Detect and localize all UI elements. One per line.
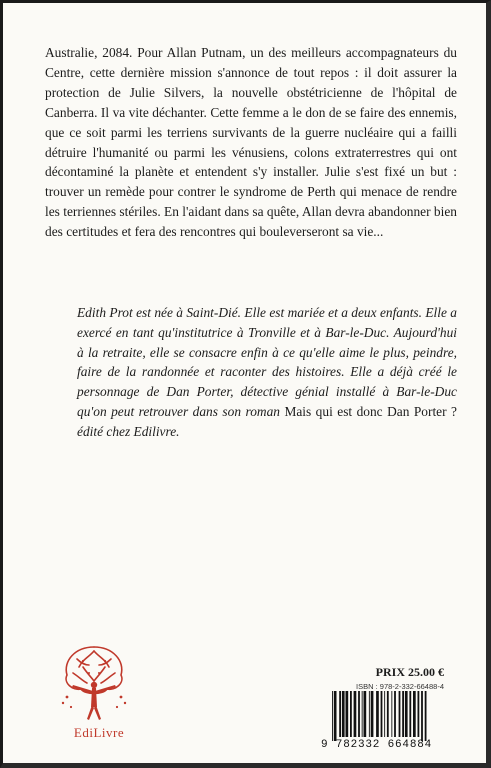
- barcode-bar: [346, 691, 349, 737]
- publisher-note: édité chez Edilivre.: [77, 423, 180, 439]
- barcode-bar: [384, 691, 385, 737]
- author-previous-book-title: Mais qui est donc Dan Porter ?: [284, 403, 457, 419]
- barcode-bar: [413, 691, 416, 737]
- isbn-text: ISBN : 978-2-332-66488-4: [356, 682, 444, 691]
- author-bio-paragraph: [77, 303, 457, 442]
- barcode-bar: [399, 691, 401, 737]
- barcode-bar: [391, 691, 392, 737]
- barcode-bar: [358, 691, 360, 737]
- barcode-bar: [421, 691, 423, 741]
- barcode-bar: [394, 691, 396, 737]
- barcode-bar: [362, 691, 363, 737]
- price-label: PRIX 25.00 €: [375, 665, 444, 679]
- barcode-bar: [342, 691, 345, 737]
- barcode-bar: [405, 691, 408, 737]
- barcode-bar: [418, 691, 420, 737]
- barcode-bar: [402, 691, 404, 737]
- barcode-bar: [425, 691, 427, 741]
- barcode-bar: [334, 691, 337, 741]
- author-bio-text: Edith Prot est née à Saint-Dié. Elle est mariée et a deux enfants. Elle a exercé en tant qu'institutrice à Tronville et à Bar-le-Duc. Aujourd'hui à la retraite, elle se consacre enfin à ce qu'elle aime le plus, peindre, faire de la randonnée et raconter des histoires. Elle a déjà créé le personnage de Dan Porter, détective génial installé à Bar-le-Duc qu'on peut retrouver dans son roman: [77, 305, 457, 419]
- barcode-bar: [381, 691, 383, 737]
- tree-person-logo-graphic: [53, 637, 135, 729]
- barcode: [331, 691, 453, 741]
- barcode-digits: 9 782332 664884: [321, 739, 433, 751]
- barcode-bar: [354, 691, 357, 737]
- barcode-bar: [409, 691, 411, 737]
- barcode-bar: [339, 691, 341, 737]
- barcode-bar: [369, 691, 370, 737]
- barcode-bar: [387, 691, 389, 737]
- publisher-name: EdiLivre: [73, 725, 125, 740]
- synopsis-paragraph: Australie, 2084. Pour Allan Putnam, un des meilleurs accompagnateurs du Centre, cette dernière mission s'annonce de tout repos : il doit assurer la protection de Julie Silvers, la nouvelle obstétricienne de l'hôpital de Canberra. Il va vite déchanter. Cette femme a le don de se faire des ennemis, que ce soit parmi les terriens survivants de la guerre nucléaire qui a failli détruire l'humanité ou parmi les vénusiens, colons extraterrestres qui ont décontaminé la planète et entendent s'y installer. Julie s'est fixé un but : trouver un remède pour contrer le syndrome de Perth qui menace de rendre les terriennes stériles. En l'aidant dans sa quête, Allan devra abandonner bien des certitudes et fera des rencontres qui bouleverseront sa vie...: [45, 45, 457, 240]
- barcode-bar: [371, 691, 374, 737]
- barcode-bar: [376, 691, 379, 737]
- barcode-bar: [364, 691, 367, 737]
- barcode-bar: [332, 691, 333, 741]
- barcode-bar: [350, 691, 352, 737]
